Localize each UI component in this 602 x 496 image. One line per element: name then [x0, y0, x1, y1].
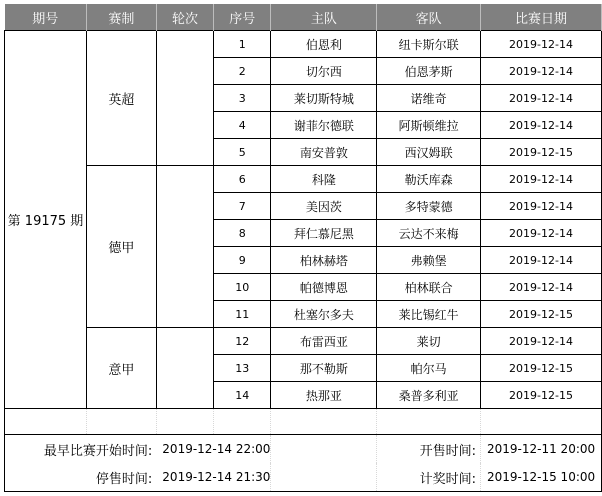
match-number: 7: [214, 193, 271, 220]
home-team: 谢菲尔德联: [271, 112, 377, 139]
away-team: 伯恩茅斯: [377, 58, 481, 85]
match-number: 2: [214, 58, 271, 85]
header-number: 序号: [214, 4, 271, 31]
footer-row: [5, 435, 602, 464]
sale-stop-label: 停售时间:: [5, 463, 157, 492]
home-team: 热那亚: [271, 382, 377, 409]
issue-cell: 第 19175 期: [5, 31, 87, 409]
league-cell: 德甲: [86, 166, 156, 328]
header-away: 客队: [377, 4, 481, 31]
away-team: 纽卡斯尔联: [377, 31, 481, 58]
round-cell: [156, 328, 213, 409]
home-team: 拜仁慕尼黑: [271, 220, 377, 247]
away-team: 诺维奇: [377, 85, 481, 112]
payout-label: 计奖时间:: [377, 463, 481, 492]
match-date: 2019-12-14: [481, 31, 602, 58]
round-cell: [156, 166, 213, 328]
match-number: 4: [214, 112, 271, 139]
match-number: 11: [214, 301, 271, 328]
away-team: 西汉姆联: [377, 139, 481, 166]
league-cell: 意甲: [86, 328, 156, 409]
match-number: 12: [214, 328, 271, 355]
header-date: 比赛日期: [481, 4, 602, 31]
match-number: 14: [214, 382, 271, 409]
home-team: 科隆: [271, 166, 377, 193]
match-number: 3: [214, 85, 271, 112]
home-team: 莱切斯特城: [271, 85, 377, 112]
away-team: 云达不来梅: [377, 220, 481, 247]
match-date: 2019-12-14: [481, 85, 602, 112]
match-number: 8: [214, 220, 271, 247]
header-home: 主队: [271, 4, 377, 31]
away-team: 莱切: [377, 328, 481, 355]
match-date: 2019-12-14: [481, 166, 602, 193]
sale-start-label: 开售时间:: [377, 435, 481, 464]
home-team: 美因茨: [271, 193, 377, 220]
home-team: 伯恩利: [271, 31, 377, 58]
match-date: 2019-12-14: [481, 193, 602, 220]
blank-row: [5, 409, 602, 435]
match-date: 2019-12-14: [481, 58, 602, 85]
match-number: 6: [214, 166, 271, 193]
away-team: 阿斯顿维拉: [377, 112, 481, 139]
home-team: 南安普敦: [271, 139, 377, 166]
earliest-start-label: 最早比赛开始时间:: [5, 435, 157, 464]
league-cell: 英超: [86, 31, 156, 166]
home-team: 切尔西: [271, 58, 377, 85]
match-number: 10: [214, 274, 271, 301]
match-number: 13: [214, 355, 271, 382]
lottery-schedule-table: [4, 4, 602, 492]
match-row: [5, 31, 602, 58]
home-team: 布雷西亚: [271, 328, 377, 355]
match-date: 2019-12-15: [481, 382, 602, 409]
header-issue: 期号: [5, 4, 87, 31]
match-row: [5, 166, 602, 193]
home-team: 柏林赫塔: [271, 247, 377, 274]
header-row: [5, 4, 602, 31]
round-cell: [156, 31, 213, 166]
home-team: 帕德博恩: [271, 274, 377, 301]
match-row: [5, 328, 602, 355]
earliest-start-value: 2019-12-14 22:00: [156, 435, 271, 464]
payout-value: 2019-12-15 10:00: [481, 463, 602, 492]
away-team: 多特蒙德: [377, 193, 481, 220]
away-team: 莱比锡红牛: [377, 301, 481, 328]
away-team: 桑普多利亚: [377, 382, 481, 409]
home-team: 那不勒斯: [271, 355, 377, 382]
match-date: 2019-12-14: [481, 328, 602, 355]
match-number: 1: [214, 31, 271, 58]
match-date: 2019-12-15: [481, 139, 602, 166]
match-date: 2019-12-15: [481, 355, 602, 382]
header-round: 轮次: [156, 4, 213, 31]
away-team: 帕尔马: [377, 355, 481, 382]
footer-row: [5, 463, 602, 492]
away-team: 弗赖堡: [377, 247, 481, 274]
sale-start-value: 2019-12-11 20:00: [481, 435, 602, 464]
home-team: 杜塞尔多夫: [271, 301, 377, 328]
away-team: 勒沃库森: [377, 166, 481, 193]
match-number: 9: [214, 247, 271, 274]
match-number: 5: [214, 139, 271, 166]
sale-stop-value: 2019-12-14 21:30: [156, 463, 271, 492]
match-date: 2019-12-14: [481, 274, 602, 301]
match-date: 2019-12-14: [481, 112, 602, 139]
match-date: 2019-12-14: [481, 220, 602, 247]
away-team: 柏林联合: [377, 274, 481, 301]
header-format: 赛制: [86, 4, 156, 31]
match-date: 2019-12-14: [481, 247, 602, 274]
match-date: 2019-12-15: [481, 301, 602, 328]
